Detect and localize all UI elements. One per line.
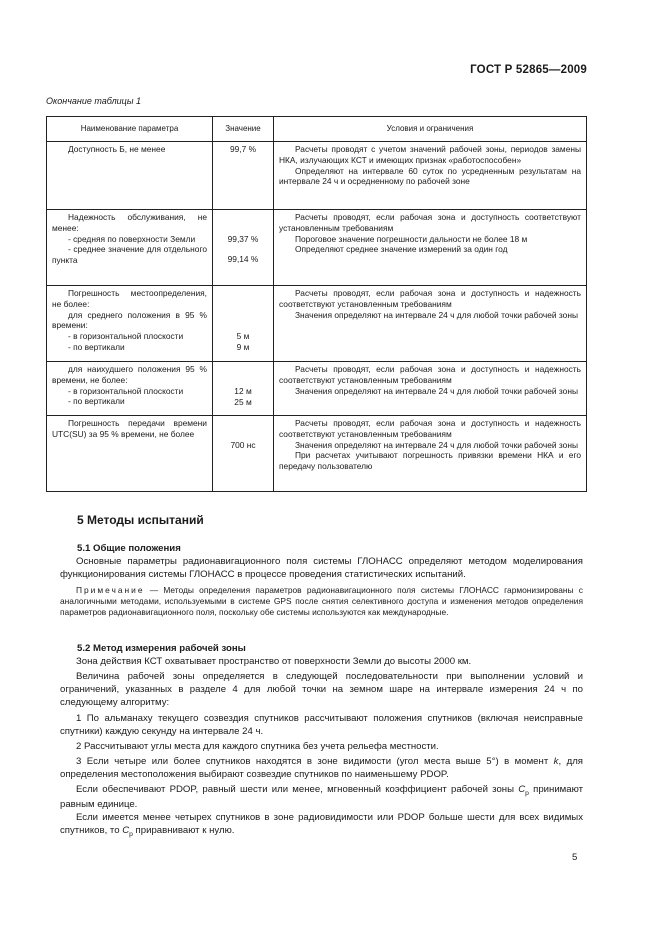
param-text: - по вертикали [68,396,125,407]
condition-text: Определяют на интервале 60 суток по усредненным результатам на интервале 24 ч и осредненному по рабочей зоне [279,165,581,187]
pdop-zero-sub: p [129,830,133,838]
param-cell [47,286,213,362]
value-cell [213,416,274,492]
value-cell [213,210,274,286]
value-cell [213,142,274,210]
pdop-zero-text-a: Если имеется менее четырех спутников в зоне радиовидимости или PDOP больше шести для всех видимых спутников, то [60,812,583,836]
page-number: 5 [572,852,578,863]
conditions-cell [274,142,587,210]
condition-text: При расчетах учитывают погрешность привязки времени НКА и его передачу пользователю [279,450,581,471]
paragraph-pdop-one [60,784,583,812]
value-cell [213,362,274,416]
conditions-cell [274,210,587,286]
paragraph-zone-range: Зона действия КСТ охватывает пространство от поверхности Земли до высоты 2000 км. [76,656,472,667]
conditions-cell [274,286,587,362]
value-text: 99,7 % [229,144,257,154]
table-caption: Окончание таблицы 1 [46,96,141,106]
param-text: - среднее значение для отдельного пункта [52,244,207,265]
value-text: 25 м [234,396,252,407]
param-text: - в горизонтальной плоскости [68,331,184,341]
param-text: Погрешность местоопределения, не более: [52,288,207,309]
value-text: 99,37 % [227,234,259,244]
param-text: Доступность Б, не менее [68,144,166,154]
paragraph-step-2: 2 Рассчитывают углы места для каждого спутника без учета рельефа местности. [76,741,439,752]
value-text: 99,14 % [227,253,259,264]
param-text: для наихудшего положения 95 % времени, не более: [52,364,207,385]
conditions-cell [274,362,587,416]
step-3-k: k [553,756,559,767]
table-row [47,362,587,416]
pdop-one-c: C [518,784,526,795]
condition-text: Значения определяют на интервале 24 ч для любой точки рабочей зоны [295,439,578,450]
paragraph-step-3 [60,756,583,782]
condition-text: Расчеты проводят, если рабочая зона и доступность и надежность соответствуют установленным требованиям [279,418,581,439]
condition-text: Пороговое значение погрешности дальности не более 18 м [295,233,528,244]
paragraph-pdop-zero [60,812,583,840]
parameters-table [46,116,587,492]
param-cell [47,210,213,286]
value-cell [213,286,274,362]
param-text: для среднего положения в 95 % времени: [52,309,207,331]
condition-text: Расчеты проводят, если рабочая зона и доступность и надежность соответствуют установленным требованиям [279,364,581,385]
step-3-text-b: , для определения местоположения выбирают созвездие спутников по наименьшему PDOP. [60,756,583,780]
value-text: 5 м [236,331,250,341]
condition-text: Определяют среднее значение измерений за один год [295,244,508,255]
subsection-title-general: 5.1 Общие положения [77,543,181,554]
document-header: ГОСТ Р 52865—2009 [470,64,587,76]
condition-text: Расчеты проводят с учетом значений рабочей зоны, периодов замены НКА, излучающих КСТ и имеющих признак «работоспособен» [279,144,581,165]
note-text: — Методы определения параметров радионавигационного поля системы ГЛОНАСС гармонизированы с аналогичными методами, используемыми в системе GPS после снятия селективного доступа и изменения методов определения параметров радионавигационного поля, поскольку обе системы используются как международные. [60,585,583,617]
param-text: Надежность обслуживания, не менее: [52,212,207,233]
conditions-cell [274,416,587,492]
pdop-zero-c: C [122,824,130,836]
section-title: 5 Методы испытаний [77,513,204,527]
pdop-zero-text-b: приравнивают к нулю. [132,824,235,836]
subsection-title-workzone: 5.2 Метод измерения рабочей зоны [77,643,246,654]
param-text: - по вертикали [68,341,125,352]
param-text: - средняя по поверхности Земли [68,233,196,244]
column-header-param: Наименование параметра [47,117,213,142]
table-header-row [47,117,587,142]
table-row [47,286,587,362]
pdop-one-text-a: Если обеспечивают PDOP, равный шести или менее, мгновенный коэффициент рабочей зоны [76,784,519,795]
condition-text: Значения определяют на интервале 24 ч для любой точки рабочей зоны [295,309,578,320]
step-3-text-a: 3 Если четыре или более спутников находятся в зоне видимости (угол места выше 5°) в момент [76,756,554,767]
condition-text: Значения определяют на интервале 24 ч для любой точки рабочей зоны [295,385,578,396]
pdop-one-sub: p [525,789,529,797]
paragraph-general: Основные параметры радионавигационного поля системы ГЛОНАСС определяют методом моделирования функционирования системы ГЛОНАСС в процессе проведения статистических испытаний. [60,556,583,580]
value-text: 700 нс [230,440,256,450]
column-header-conditions: Условия и ограничения [274,117,587,142]
param-cell [47,362,213,416]
table-row [47,142,587,210]
value-text: 12 м [234,386,252,396]
table-row [47,416,587,492]
paragraph-zone-algorithm: Величина рабочей зоны определяется в следующей последовательности при выполнении условий и ограничений, указанных в разделе 4 для любой точки на земном шаре на интервале измерения 24 ч по следующему алгоритму: [60,671,583,708]
param-cell [47,142,213,210]
param-text: - в горизонтальной плоскости [68,385,184,396]
paragraph-step-1: 1 По альманаху текущего созвездия спутников рассчитывают положения спутников (включая неисправные спутники) каждую секунду на интервале 24 ч. [60,713,583,737]
value-text: 9 м [236,341,250,352]
param-text: Погрешность передачи времени UTC(SU) за 95 % времени, не более [52,418,207,439]
condition-text: Расчеты проводят, если рабочая зона и доступность и надежность соответствуют установленным требованиям [279,288,581,309]
table-row [47,210,587,286]
note-label: Примечание [76,585,145,595]
note-paragraph [60,585,583,618]
pdop-one-text-b: принимают равным единице. [60,784,583,810]
column-header-value: Значение [213,117,274,142]
param-cell [47,416,213,492]
condition-text: Расчеты проводят, если рабочая зона и доступность соответствуют установленным требованиям [279,212,581,233]
